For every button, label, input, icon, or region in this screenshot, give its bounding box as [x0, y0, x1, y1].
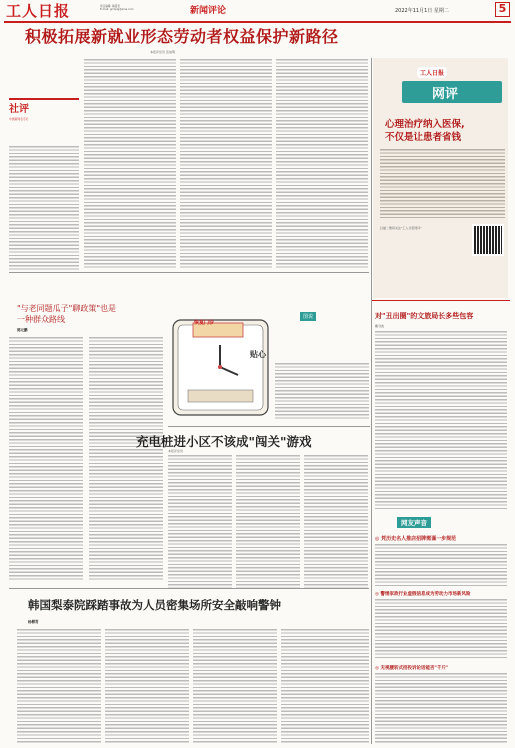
- qr-code-icon: [472, 224, 504, 256]
- article-title: 对"丑出圈"的文旅局长多些包容: [375, 312, 474, 320]
- body-column: [168, 454, 232, 589]
- body-column: [9, 145, 79, 273]
- body-column: [375, 330, 507, 510]
- editorial-sublabel: 中国新闻名专栏: [9, 117, 29, 121]
- article-title: "与老同题瓜子"聊政策"也是一种群众路线: [17, 304, 117, 324]
- section-title: 新闻评论: [190, 6, 227, 16]
- editorial-label: 社评: [9, 104, 29, 115]
- divider: [371, 300, 510, 301]
- editor-info: 责任编辑: 韩韶君 E-mail: grrbplg@sina.com: [100, 5, 134, 12]
- body-column: [105, 628, 189, 744]
- readers-voice-label: 网友声音: [397, 517, 431, 528]
- body-column: [375, 672, 507, 744]
- cartoon-caption: [275, 362, 369, 420]
- body-column: [9, 336, 83, 581]
- body-column: [84, 58, 176, 268]
- body-column: [375, 543, 507, 588]
- column-rule: [371, 58, 372, 744]
- sidebar-brand: 工人日报: [417, 67, 447, 78]
- body-column: [304, 454, 368, 589]
- sidebar-body: [380, 148, 505, 218]
- body-column: [89, 336, 163, 581]
- masthead-logo: [6, 3, 96, 20]
- divider: [9, 588, 369, 589]
- reader-item-title: ◎ 凭历史名人推店招牌需谨一步规范: [375, 536, 457, 542]
- divider: [168, 426, 370, 427]
- article-byline: 杨柳青: [28, 620, 39, 624]
- body-column: [236, 454, 300, 589]
- cartoon-label: 图说: [300, 312, 316, 321]
- reader-item-title: ◎ 警惕家政行业虚假信息成为劳动力市场新风险: [375, 592, 471, 597]
- body-column: [193, 628, 277, 744]
- qr-caption: 扫描二维码关注"工人日报网评": [380, 226, 422, 230]
- cartoon-sign: 恢复门诊: [194, 320, 215, 326]
- body-column: [281, 628, 369, 744]
- article-byline: 郭元鹏: [17, 328, 28, 332]
- editorial-box: [9, 98, 79, 143]
- date-line: 2022年11月1日 星期二: [395, 8, 449, 14]
- cartoon-title: 贴心: [250, 349, 266, 359]
- reader-item-title: ◎ 无视腰斩式招投诉论话能否"千斤": [375, 666, 449, 671]
- newspaper-logo: 工人日报: [6, 2, 71, 20]
- body-column: [276, 58, 368, 268]
- header-rule: [4, 21, 511, 23]
- headline: 积极拓展新就业形态劳动者权益保护新路径: [25, 27, 339, 46]
- online-comment-banner: [402, 81, 502, 103]
- banner-label: 网评: [432, 87, 459, 102]
- article-byline: 戴寻波: [375, 324, 385, 328]
- byline: 本报评论员 张灿明: [150, 50, 175, 54]
- body-column: [17, 628, 101, 744]
- divider: [9, 272, 369, 273]
- body-column: [180, 58, 272, 268]
- article-byline: 本报评论员: [168, 449, 184, 453]
- article-title: 充电桩进小区不该成"闯关"游戏: [136, 434, 312, 449]
- sidebar-headline: 心理治疗纳入医保, 不仅是让患者省钱: [385, 119, 465, 143]
- body-column: [375, 598, 507, 660]
- page-number: 5: [495, 2, 510, 17]
- article-title: 韩国梨泰院踩踏事故为人员密集场所安全敲响警钟: [28, 598, 281, 612]
